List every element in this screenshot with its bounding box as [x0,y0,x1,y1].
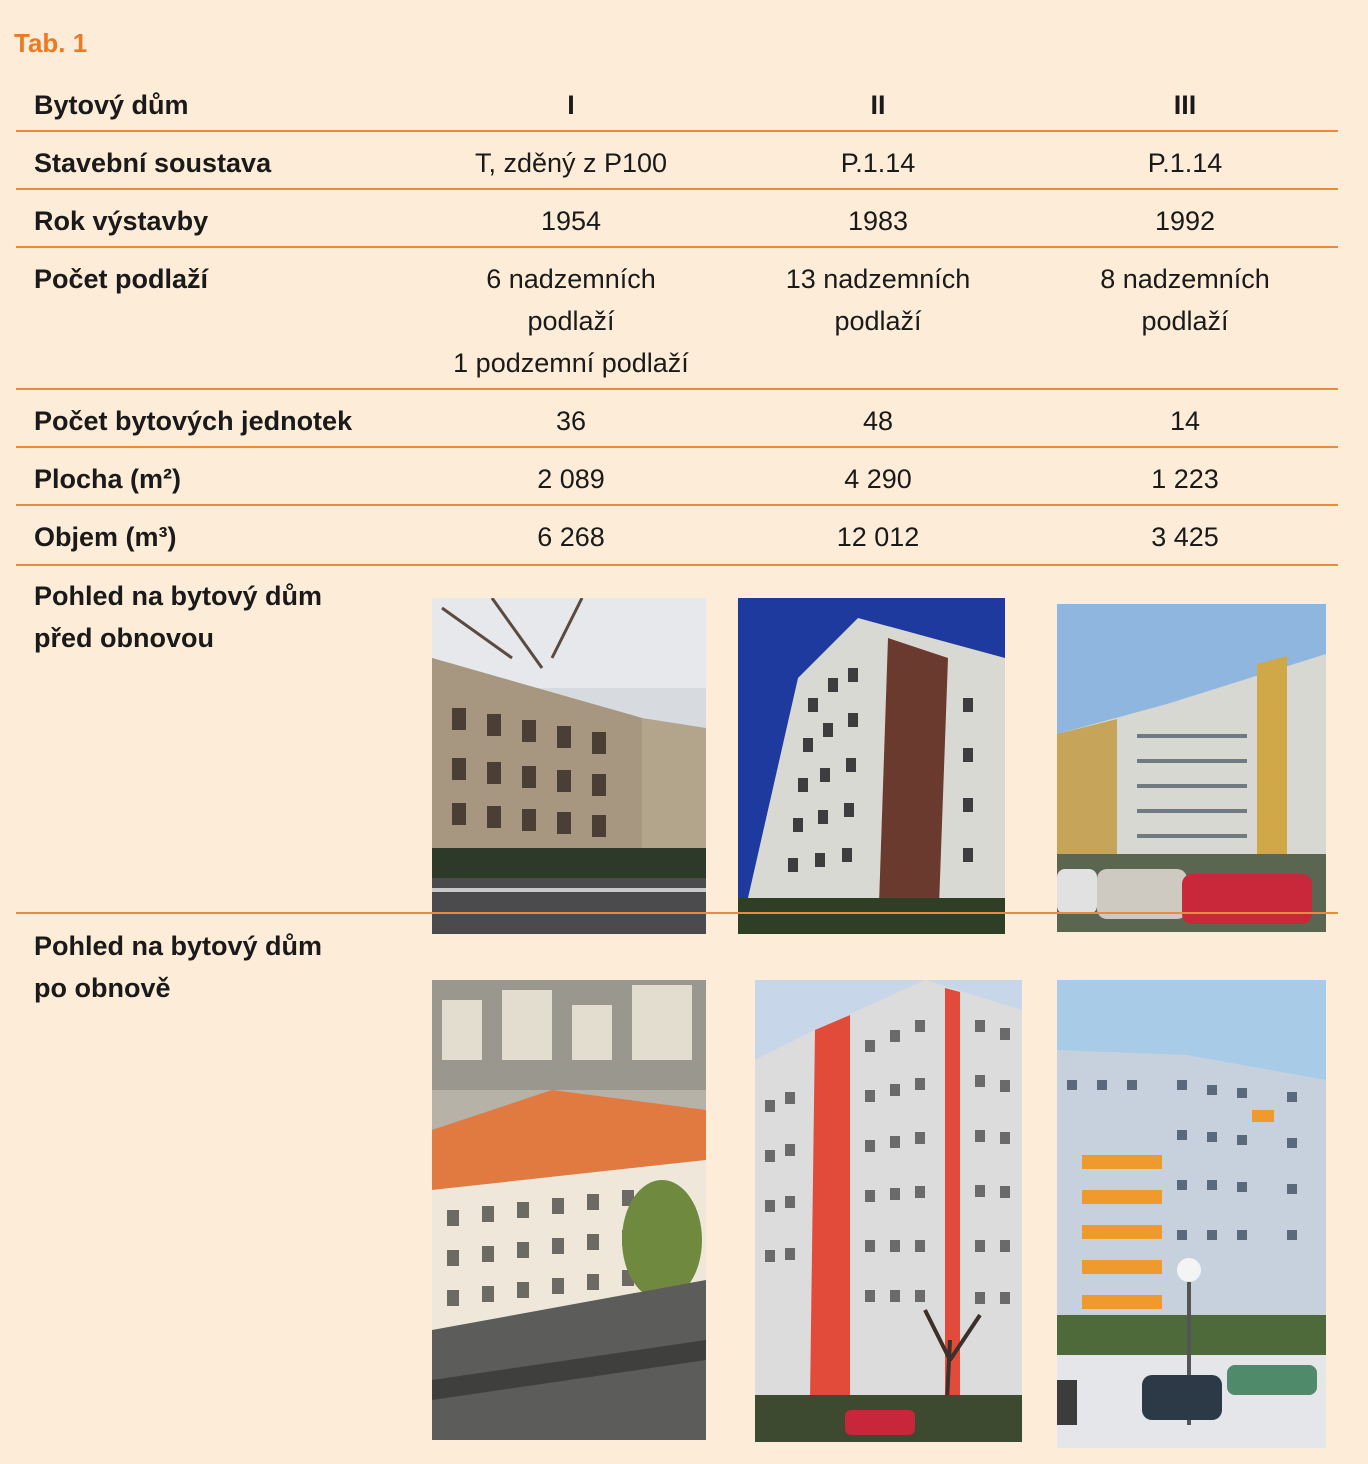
row-label: Plocha (m²) [34,464,182,494]
table-row-floors [16,258,1338,390]
cell: 2 089 [537,464,605,494]
cell: P.1.14 [840,148,916,178]
cell-line: 13 nadzemních [785,264,971,294]
photo-building-3-before [1057,604,1326,932]
photo-after-label-line: Pohled na bytový dům [34,931,323,961]
photo-building-3-after [1057,980,1326,1448]
cell: P.1.14 [1147,148,1223,178]
table-caption: Tab. 1 [14,28,88,58]
cell: 1954 [540,206,602,236]
cell-line: podlaží [1141,306,1229,336]
cell [421,258,721,384]
cell: 12 012 [836,522,920,552]
photo-before-label [34,575,322,659]
cell: 14 [1169,406,1201,436]
cell: 4 290 [844,464,912,494]
cell [1035,258,1335,342]
header-col-3: III [1173,90,1197,120]
cell: 48 [862,406,894,436]
photo-after-label-line: po obnově [34,973,171,1003]
header-col-2: II [870,90,886,120]
cell: 6 268 [537,522,605,552]
cell: 1992 [1154,206,1216,236]
header-label: Bytový dům [34,90,189,120]
row-label: Počet bytových jednotek [34,406,353,436]
table-row-year [16,200,1338,248]
photo-building-2-before [738,598,1005,934]
cell: 1 223 [1151,464,1219,494]
photo-building-2-after [755,980,1022,1442]
photo-building-1-after [432,980,706,1440]
photo-before-label-line: Pohled na bytový dům [34,581,323,611]
cell-line: podlaží [834,306,922,336]
photo-after-label [34,925,322,1009]
table-row-area [16,458,1338,506]
cell-line: 1 podzemní podlaží [453,348,689,378]
row-label: Počet podlaží [34,264,209,294]
cell: 1983 [847,206,909,236]
section-divider [16,912,1338,914]
header-col-1: I [567,90,575,120]
photo-building-1-before [432,598,706,934]
cell-line: podlaží [527,306,615,336]
cell: T, zděný z P100 [474,148,668,178]
table-row-system [16,142,1338,190]
cell [728,258,1028,342]
row-label: Stavební soustava [34,148,272,178]
table-row-volume [16,516,1338,566]
table-header-row [16,84,1338,132]
table-row-units [16,400,1338,448]
row-label: Rok výstavby [34,206,209,236]
cell-line: 6 nadzemních [486,264,656,294]
cell: 36 [555,406,587,436]
row-label: Objem (m³) [34,522,177,552]
photo-before-label-line: před obnovou [34,623,214,653]
cell-line: 8 nadzemních [1100,264,1270,294]
cell: 3 425 [1151,522,1219,552]
